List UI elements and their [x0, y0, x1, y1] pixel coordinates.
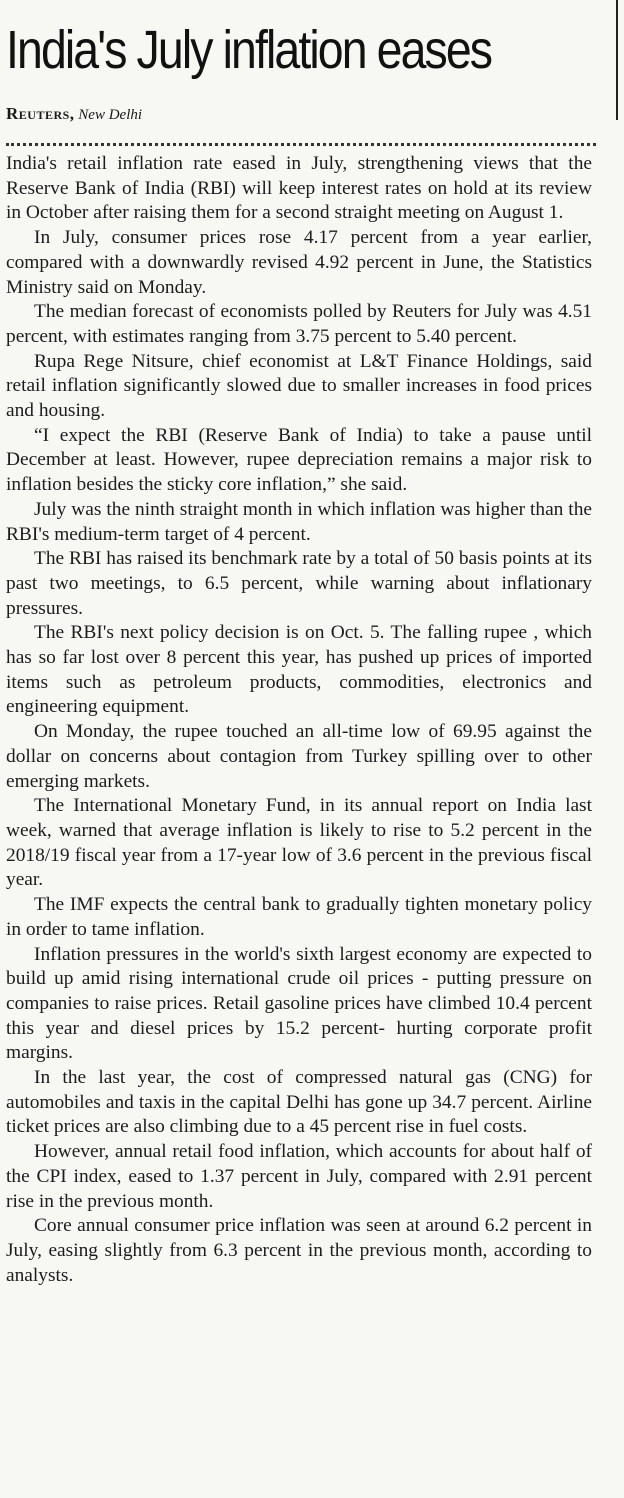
paragraph: Inflation pressures in the world's sixth largest economy are expected to build up amid rising international crude oil prices - putting pressure on companies to raise prices. Retail gasoline prices have climbed 10.4 percent this year and diesel prices by 15.2 percent- hurting corporate profit margins. [6, 943, 592, 1064]
paragraph: July was the ninth straight month in which inflation was higher than the RBI's medium-term target of 4 percent. [6, 498, 592, 545]
paragraph: The RBI's next policy decision is on Oct. 5. The falling rupee , which has so far lost over 8 percent this year, has pushed up prices of imported items such as petroleum products, commodities, electronics and engineering equipment. [6, 622, 592, 718]
byline-location: New Delhi [78, 107, 143, 123]
paragraph: However, annual retail food inflation, which accounts for about half of the CPI index, eased to 1.37 percent in July, compared with 2.91 percent rise in the previous month. [6, 1141, 592, 1212]
byline-agency: Reuters, [6, 104, 75, 123]
column-rule [616, 0, 618, 120]
paragraph: On Monday, the rupee touched an all-time low of 69.95 against the dollar on concerns about contagion from Turkey spilling over to other emerging markets. [6, 721, 592, 792]
article-body [6, 152, 592, 1288]
paragraph: Rupa Rege Nitsure, chief economist at L&T Finance Holdings, said retail inflation significantly slowed due to smaller increases in food prices and housing. [6, 350, 592, 422]
paragraph: In the last year, the cost of compressed natural gas (CNG) for automobiles and taxis in the capital Delhi has gone up 34.7 percent. Airline ticket prices are also climbing due to a 45 percent rise in fuel costs. [6, 1067, 592, 1138]
paragraph: The RBI has raised its benchmark rate by a total of 50 basis points at its past two meetings, to 6.5 percent, while warning about inflationary pressures. [6, 548, 592, 619]
headline: India's July inflation eases [6, 20, 492, 80]
dotted-divider [6, 143, 596, 146]
paragraph: India's retail inflation rate eased in July, strengthening views that the Reserve Bank of India (RBI) will keep interest rates on hold at its review in October after raising them for a second straight meeting on August 1. [6, 153, 592, 224]
paragraph: In July, consumer prices rose 4.17 percent from a year earlier, compared with a downwardly revised 4.92 percent in June, the Statistics Ministry said on Monday. [6, 227, 592, 298]
paragraph: The IMF expects the central bank to gradually tighten monetary policy in order to tame inflation. [6, 894, 592, 940]
paragraph: The median forecast of economists polled by Reuters for July was 4.51 percent, with estimates ranging from 3.75 percent to 5.40 percent. [6, 301, 592, 347]
paragraph: “I expect the RBI (Reserve Bank of India) to take a pause until December at least. However, rupee depreciation remains a major risk to inflation besides the sticky core inflation,” she said. [6, 424, 592, 496]
byline [6, 104, 142, 125]
paragraph: The International Monetary Fund, in its annual report on India last week, warned that average inflation is likely to rise to 5.2 percent in the 2018/19 fiscal year from a 17-year low of 3.6 percent in the previous fiscal year. [6, 795, 592, 891]
paragraph: Core annual consumer price inflation was seen at around 6.2 percent in July, easing slightly from 6.3 percent in the previous month, according to analysts. [6, 1215, 592, 1286]
